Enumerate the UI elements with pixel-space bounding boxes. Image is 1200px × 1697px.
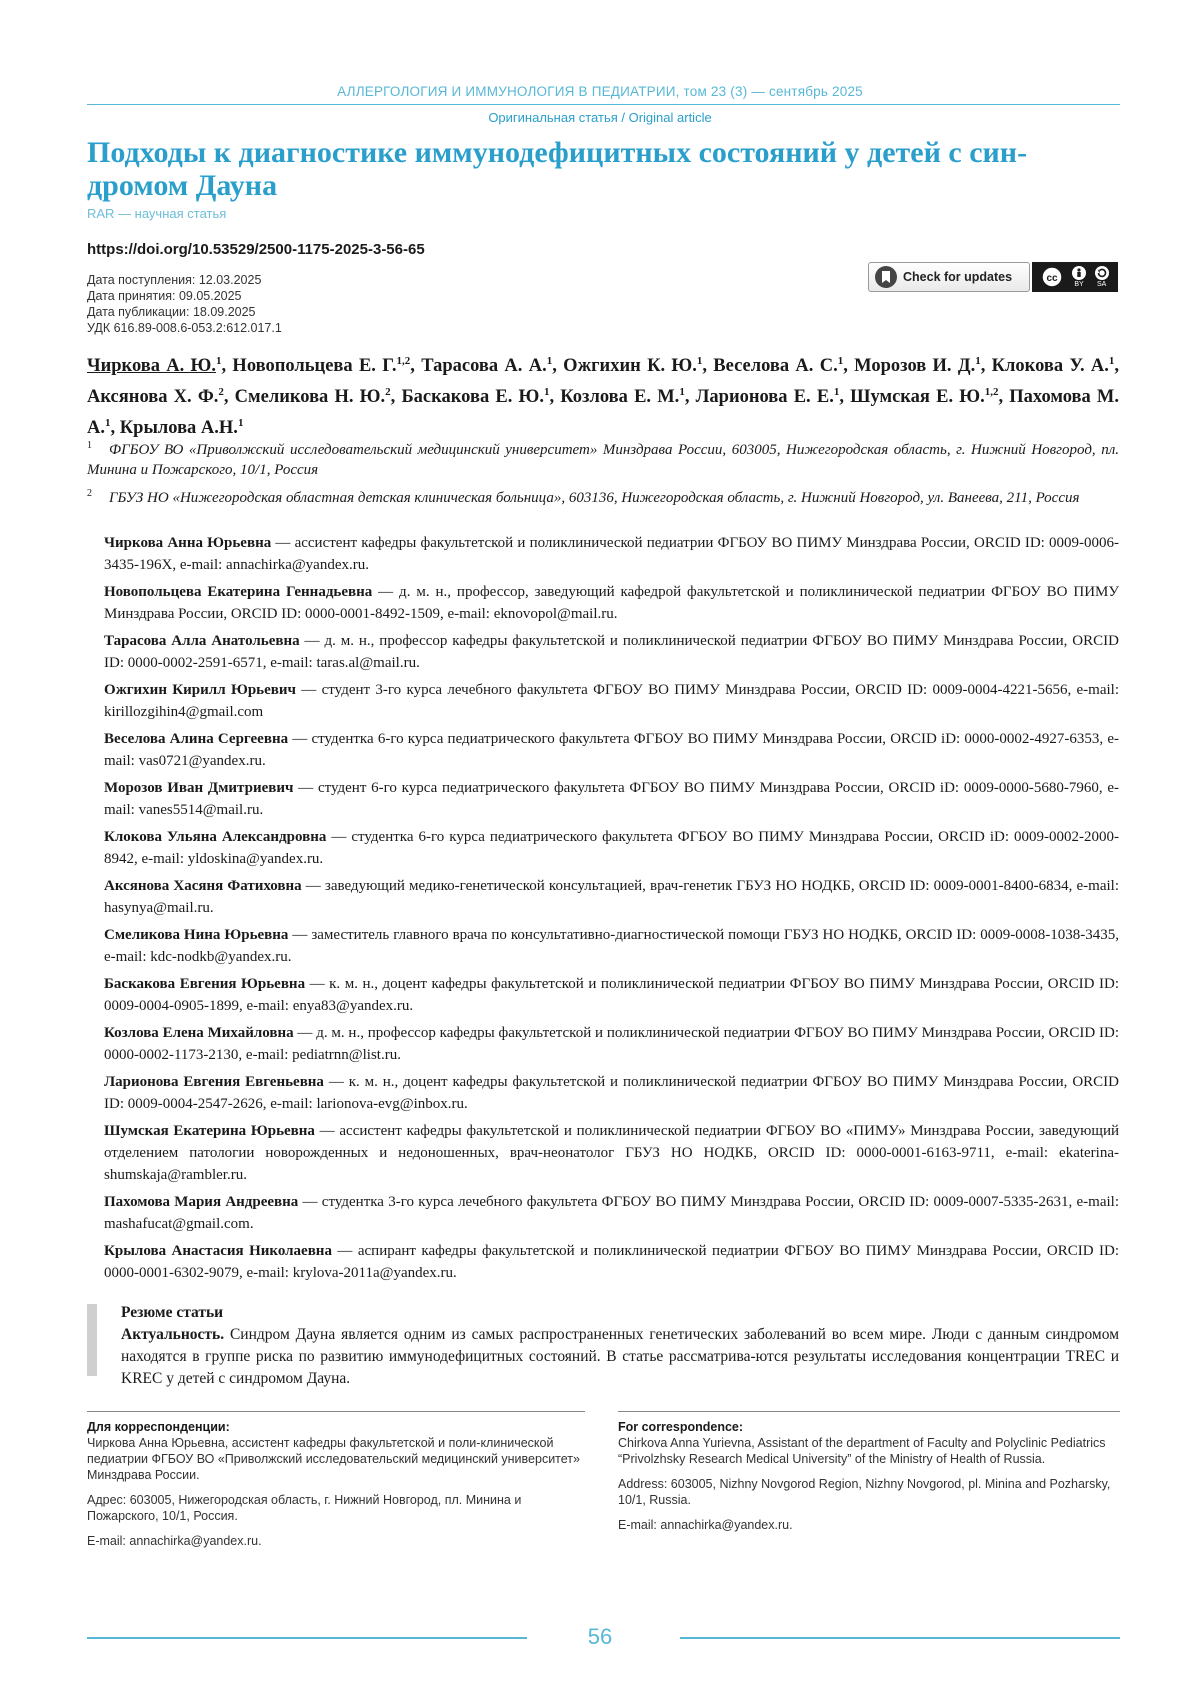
author-bio xyxy=(104,1071,1119,1115)
affiliation-text: ФГБОУ ВО «Приволжский исследовательский медицинский университет» Минздрава России, 603005, Нижегородская область, г. Нижний Новгород, пл. Минина и Пожарского, 10/1, Россия xyxy=(87,442,1119,478)
cc-by-group xyxy=(1071,265,1087,289)
check-for-updates-badge[interactable] xyxy=(868,262,1030,292)
author-name: , Козлова Е. М. xyxy=(549,387,680,408)
author-name: , Тарасова А. А. xyxy=(410,356,547,377)
author-bio xyxy=(104,973,1119,1017)
author-bio xyxy=(104,630,1119,674)
cc-by-label: BY xyxy=(1074,281,1084,288)
author-bio xyxy=(104,532,1119,576)
author-bio-name: Клокова Ульяна Александровна xyxy=(104,829,327,845)
correspondence-email[interactable]: E-mail: annachirka@yandex.ru. xyxy=(618,1518,793,1532)
author-bio xyxy=(104,777,1119,821)
author-affiliation-sup: 1 xyxy=(237,417,244,430)
summary-heading: Резюме статьи xyxy=(121,1304,224,1321)
affiliation-2 xyxy=(87,484,1119,508)
correspondence-address: Адрес: 603005, Нижегородская область, г. Нижний Новгород, пл. Минина и Пожарского, 10/1, Россия. xyxy=(87,1493,522,1523)
author-bio-text: — заведующий медико-генетической консультацией, врач-генетик ГБУЗ НО НОДКБ, ORCID ID: 0009-0001-8400-6834, e-mail: hasynya@mail.ru. xyxy=(104,878,1119,916)
author-name: , Ожгихин К. Ю. xyxy=(552,356,697,377)
co-authors xyxy=(87,356,1119,438)
correspondence-heading: For correspondence: xyxy=(618,1420,744,1434)
author-name: , Крылова А.Н. xyxy=(110,418,238,439)
author-bio-name: Козлова Елена Михайловна xyxy=(104,1025,294,1041)
author-bio-text: — студентка 6-го курса педиатрического факультета ФГБОУ ВО ПИМУ Минздрава России, ORCID iD: 0009-0002-2000-8942, e-mail: yldoskina@yandex.ru. xyxy=(104,829,1119,867)
author-bio-text: — ассистент кафедры факультетской и поликлинической педиатрии ФГБОУ ВО ПИМУ Минздрава России, ORCID ID: 0009-0006-3435-196X, e-mail: annachirka@yandex.ru. xyxy=(104,535,1119,573)
summary-text xyxy=(121,1324,1119,1390)
author-name: , Веселова А. С. xyxy=(702,356,838,377)
author-bio xyxy=(104,1240,1119,1284)
author-bio xyxy=(104,924,1119,968)
author-name: , Аксянова Х. Ф. xyxy=(87,356,1120,408)
author-name: , Баскакова Е. Ю. xyxy=(390,387,544,408)
author-affiliation-sup: 1 xyxy=(679,386,685,399)
cc-icon xyxy=(1040,265,1064,289)
udc-code: УДК 616.89-008.6-053.2:612.017.1 xyxy=(87,321,282,335)
author-bio-text: — к. м. н., доцент кафедры факультетской и поликлинической педиатрии ФГБОУ ВО ПИМУ Минздрава России, ORCID ID: 0009-0004-0905-1899, e-mail: enya83@yandex.ru. xyxy=(104,976,1119,1014)
author-bio-text: — д. м. н., профессор кафедры факультетской и поликлинической педиатрии ФГБОУ ВО ПИМУ Минздрава России, ORCID ID: 0000-0002-2591-6571, e-mail: taras.al@mail.ru. xyxy=(104,633,1119,671)
author-bio-text: — аспирант кафедры факультетской и поликлинической педиатрии ФГБОУ ВО ПИМУ Минздрава России, ORCID ID: 0000-0001-6302-9079, e-mail: krylova-2011a@yandex.ru. xyxy=(104,1243,1119,1281)
rar-label: RAR — научная статья xyxy=(87,206,227,221)
author-affiliation-sup: 1 xyxy=(833,386,840,399)
author-bio-name: Ларионова Евгения Евгеньевна xyxy=(104,1074,324,1090)
date-accepted: Дата принятия: 09.05.2025 xyxy=(87,289,242,303)
svg-text:cc: cc xyxy=(1046,273,1058,284)
correspondence-email[interactable]: E-mail: annachirka@yandex.ru. xyxy=(87,1534,262,1548)
author-bio-name: Шумская Екатерина Юрьевна xyxy=(104,1123,315,1139)
correspondence-person: Чиркова Анна Юрьевна, ассистент кафедры факультетской и поли-клинической педиатрии ФГБОУ ВО «Приволжский исследовательский медицинский университет» Минздрава России. xyxy=(87,1436,580,1482)
summary-lead: Актуальность. xyxy=(121,1326,225,1343)
author-bio-text: — ассистент кафедры факультетской и поликлинической педиатрии ФГБОУ ВО «ПИМУ» Минздрава России, заведующий отделением патологии новорожденных и недоношенных, врач-неонатолог ГБУЗ НО НОДКБ, ORCID ID: 0000-0001-6163-9711, e-mail: ekaterina-shumskaja@rambler.ru. xyxy=(104,1123,1119,1183)
author-bio-name: Чиркова Анна Юрьевна xyxy=(104,535,272,551)
author-bio-name: Смеликова Нина Юрьевна xyxy=(104,927,289,943)
correspondence-person: Chirkova Anna Yurievna, Assistant of the department of Faculty and Polyclinic Pediatrics “Privolzhsky Research Medical University” of the Ministry of Health of Russia. xyxy=(618,1436,1106,1466)
correspondence-divider-ru xyxy=(87,1411,585,1412)
author-bio-name: Тарасова Алла Анатольевна xyxy=(104,633,300,649)
author-bio-text: — студент 6-го курса педиатрического факультета ФГБОУ ВО ПИМУ Минздрава России, ORCID iD: 0009-0000-5680-7960, e-mail: vanes5514@mail.ru. xyxy=(104,780,1119,818)
author-bio-name: Новопольцева Екатерина Геннадьевна xyxy=(104,584,373,600)
author-bio-name: Баскакова Евгения Юрьевна xyxy=(104,976,306,992)
author-bios xyxy=(104,532,1119,1289)
author-bio-text: — заместитель главного врача по консультативно-диагностической помощи ГБУЗ НО НОДКБ, ORCID ID: 0009-0008-1038-3435, e-mail: kdc-nodkb@yandex.ru. xyxy=(104,927,1119,965)
author-affiliation-sup: 2 xyxy=(385,386,391,399)
author-affiliation-sup: 1,2 xyxy=(396,355,411,367)
author-affiliation-sup: 2 xyxy=(218,386,224,399)
author-affiliation-sup: 1 xyxy=(837,355,844,367)
correspondence-ru xyxy=(87,1419,587,1558)
correspondence-divider-en xyxy=(618,1411,1120,1412)
author-bio xyxy=(104,581,1119,625)
author-affiliation-sup: 1 xyxy=(544,386,550,399)
dates-block xyxy=(87,272,282,336)
author-bio xyxy=(104,728,1119,772)
author-name: , Морозов И. Д. xyxy=(843,356,976,377)
author-name: , Смеликова Н. Ю. xyxy=(223,387,386,408)
author-bio xyxy=(104,875,1119,919)
share-alike-icon xyxy=(1094,265,1110,281)
author-bio xyxy=(104,826,1119,870)
author-name: , Новопольцева Е. Г. xyxy=(221,356,397,377)
author-bio xyxy=(104,679,1119,723)
author-bio-name: Крылова Анастасия Николаевна xyxy=(104,1243,332,1259)
journal-header: АЛЛЕРГОЛОГИЯ И ИММУНОЛОГИЯ В ПЕДИАТРИИ, том 23 (3) — сентябрь 2025 xyxy=(337,84,863,99)
summary-body: Синдром Дауна является одним из самых распространенных генетических заболеваний во всем мире. Люди с данным синдромом находятся в группе риска по развитию иммунодефицитных состояний. В статье рассматрива-ются результаты исследования концентрации TREC и KREC у детей с синдромом Дауна. xyxy=(121,1326,1119,1387)
affiliation-number: 1 xyxy=(87,440,92,451)
summary-accent-bar xyxy=(87,1304,97,1376)
author-affiliation-sup: 1,2 xyxy=(984,386,999,399)
author-affiliation-sup: 1 xyxy=(105,417,111,430)
affiliation-1 xyxy=(87,436,1119,480)
author-name: , Пахомова М. А. xyxy=(87,387,1120,439)
author-affiliation-sup: 1 xyxy=(216,355,222,367)
author-affiliation-sup: 1 xyxy=(696,355,703,367)
article-title: Подходы к диагностике иммунодефицитных состояний у детей с син-дромом Дауна xyxy=(87,136,1028,202)
check-for-updates-label: Check for updates xyxy=(903,270,1013,284)
article-type: Оригинальная статья / Original article xyxy=(488,110,712,125)
header-divider xyxy=(87,104,1120,105)
date-published: Дата публикации: 18.09.2025 xyxy=(87,305,256,319)
author-name: , Шумская Е. Ю. xyxy=(839,387,985,408)
author-bio-name: Ожгихин Кирилл Юрьевич xyxy=(104,682,296,698)
author-bio xyxy=(104,1120,1119,1186)
page-number: 56 xyxy=(587,1624,613,1649)
cc-sa-group xyxy=(1094,265,1110,289)
author-bio-text: — студентка 3-го курса лечебного факультета ФГБОУ ВО ПИМУ Минздрава России, ORCID ID: 0009-0007-5335-2631, e-mail: mashafucat@gmail.com. xyxy=(104,1194,1120,1232)
author-bio-text: — студент 3-го курса лечебного факультета ФГБОУ ВО ПИМУ Минздрава России, ORCID ID: 0009-0004-4221-5656, e-mail: kirillozgihin4@gmail.com xyxy=(104,682,1120,720)
affiliation-text: ГБУЗ НО «Нижегородская областная детская клиническая больница», 603136, Нижегородская область, г. Нижний Новгород, ул. Ванеева, 211, Россия xyxy=(109,490,1080,506)
affiliation-number: 2 xyxy=(87,488,92,499)
first-author: Чиркова А. Ю. xyxy=(87,356,217,377)
correspondence-address: Address: 603005, Nizhny Novgorod Region, Nizhny Novgorod, pl. Minina and Pozharsky, 10/1, Russia. xyxy=(618,1477,1111,1507)
author-bio xyxy=(104,1022,1119,1066)
author-list xyxy=(87,348,1119,441)
doi-link[interactable]: https://doi.org/10.53529/2500-1175-2025-3-56-65 xyxy=(87,241,425,258)
author-bio-text: — д. м. н., профессор кафедры факультетской и поликлинической педиатрии ФГБОУ ВО ПИМУ Минздрава России, ORCID ID: 0000-0002-1173-2130, e-mail: pediatrnn@list.ru. xyxy=(104,1025,1119,1063)
author-bio-text: — студентка 6-го курса педиатрического факультета ФГБОУ ВО ПИМУ Минздрава России, ORCID iD: 0000-0002-4927-6353, e-mail: vas0721@yandex.ru. xyxy=(104,731,1119,769)
correspondence-heading: Для корреспонденции: xyxy=(87,1420,230,1434)
author-affiliation-sup: 1 xyxy=(975,355,981,367)
author-name: , Ларионова Е. Е. xyxy=(684,387,834,408)
cc-sa-label: SA xyxy=(1096,281,1107,288)
author-bio-name: Пахомова Мария Андреевна xyxy=(104,1194,299,1210)
correspondence-en xyxy=(618,1419,1118,1542)
author-bio-text: — к. м. н., доцент кафедры факультетской и поликлинической педиатрии ФГБОУ ВО ПИМУ Минздрава России, ORCID ID: 0009-0004-2547-2626, e-mail: larionova-evg@inbox.ru. xyxy=(104,1074,1119,1112)
author-name: , Клокова У. А. xyxy=(980,356,1109,377)
person-icon xyxy=(1071,265,1087,281)
author-bio-name: Аксянова Хасяня Фатиховна xyxy=(104,878,302,894)
bookmark-icon xyxy=(875,266,897,288)
author-bio-name: Веселова Алина Сергеевна xyxy=(104,731,289,747)
author-affiliation-sup: 1 xyxy=(546,355,553,367)
date-received: Дата поступления: 12.03.2025 xyxy=(87,273,262,287)
author-affiliation-sup: 1 xyxy=(1108,355,1115,367)
cc-license-badge[interactable] xyxy=(1032,262,1118,292)
author-bio xyxy=(104,1191,1119,1235)
summary-block xyxy=(121,1302,1119,1390)
author-bio-text: — д. м. н., профессор, заведующий кафедрой факультетской и поликлинической педиатрии ФГБОУ ВО ПИМУ Минздрава России, ORCID ID: 0000-0001-8492-1509, e-mail: eknovopol@mail.ru. xyxy=(104,584,1119,622)
author-bio-name: Морозов Иван Дмитриевич xyxy=(104,780,294,796)
